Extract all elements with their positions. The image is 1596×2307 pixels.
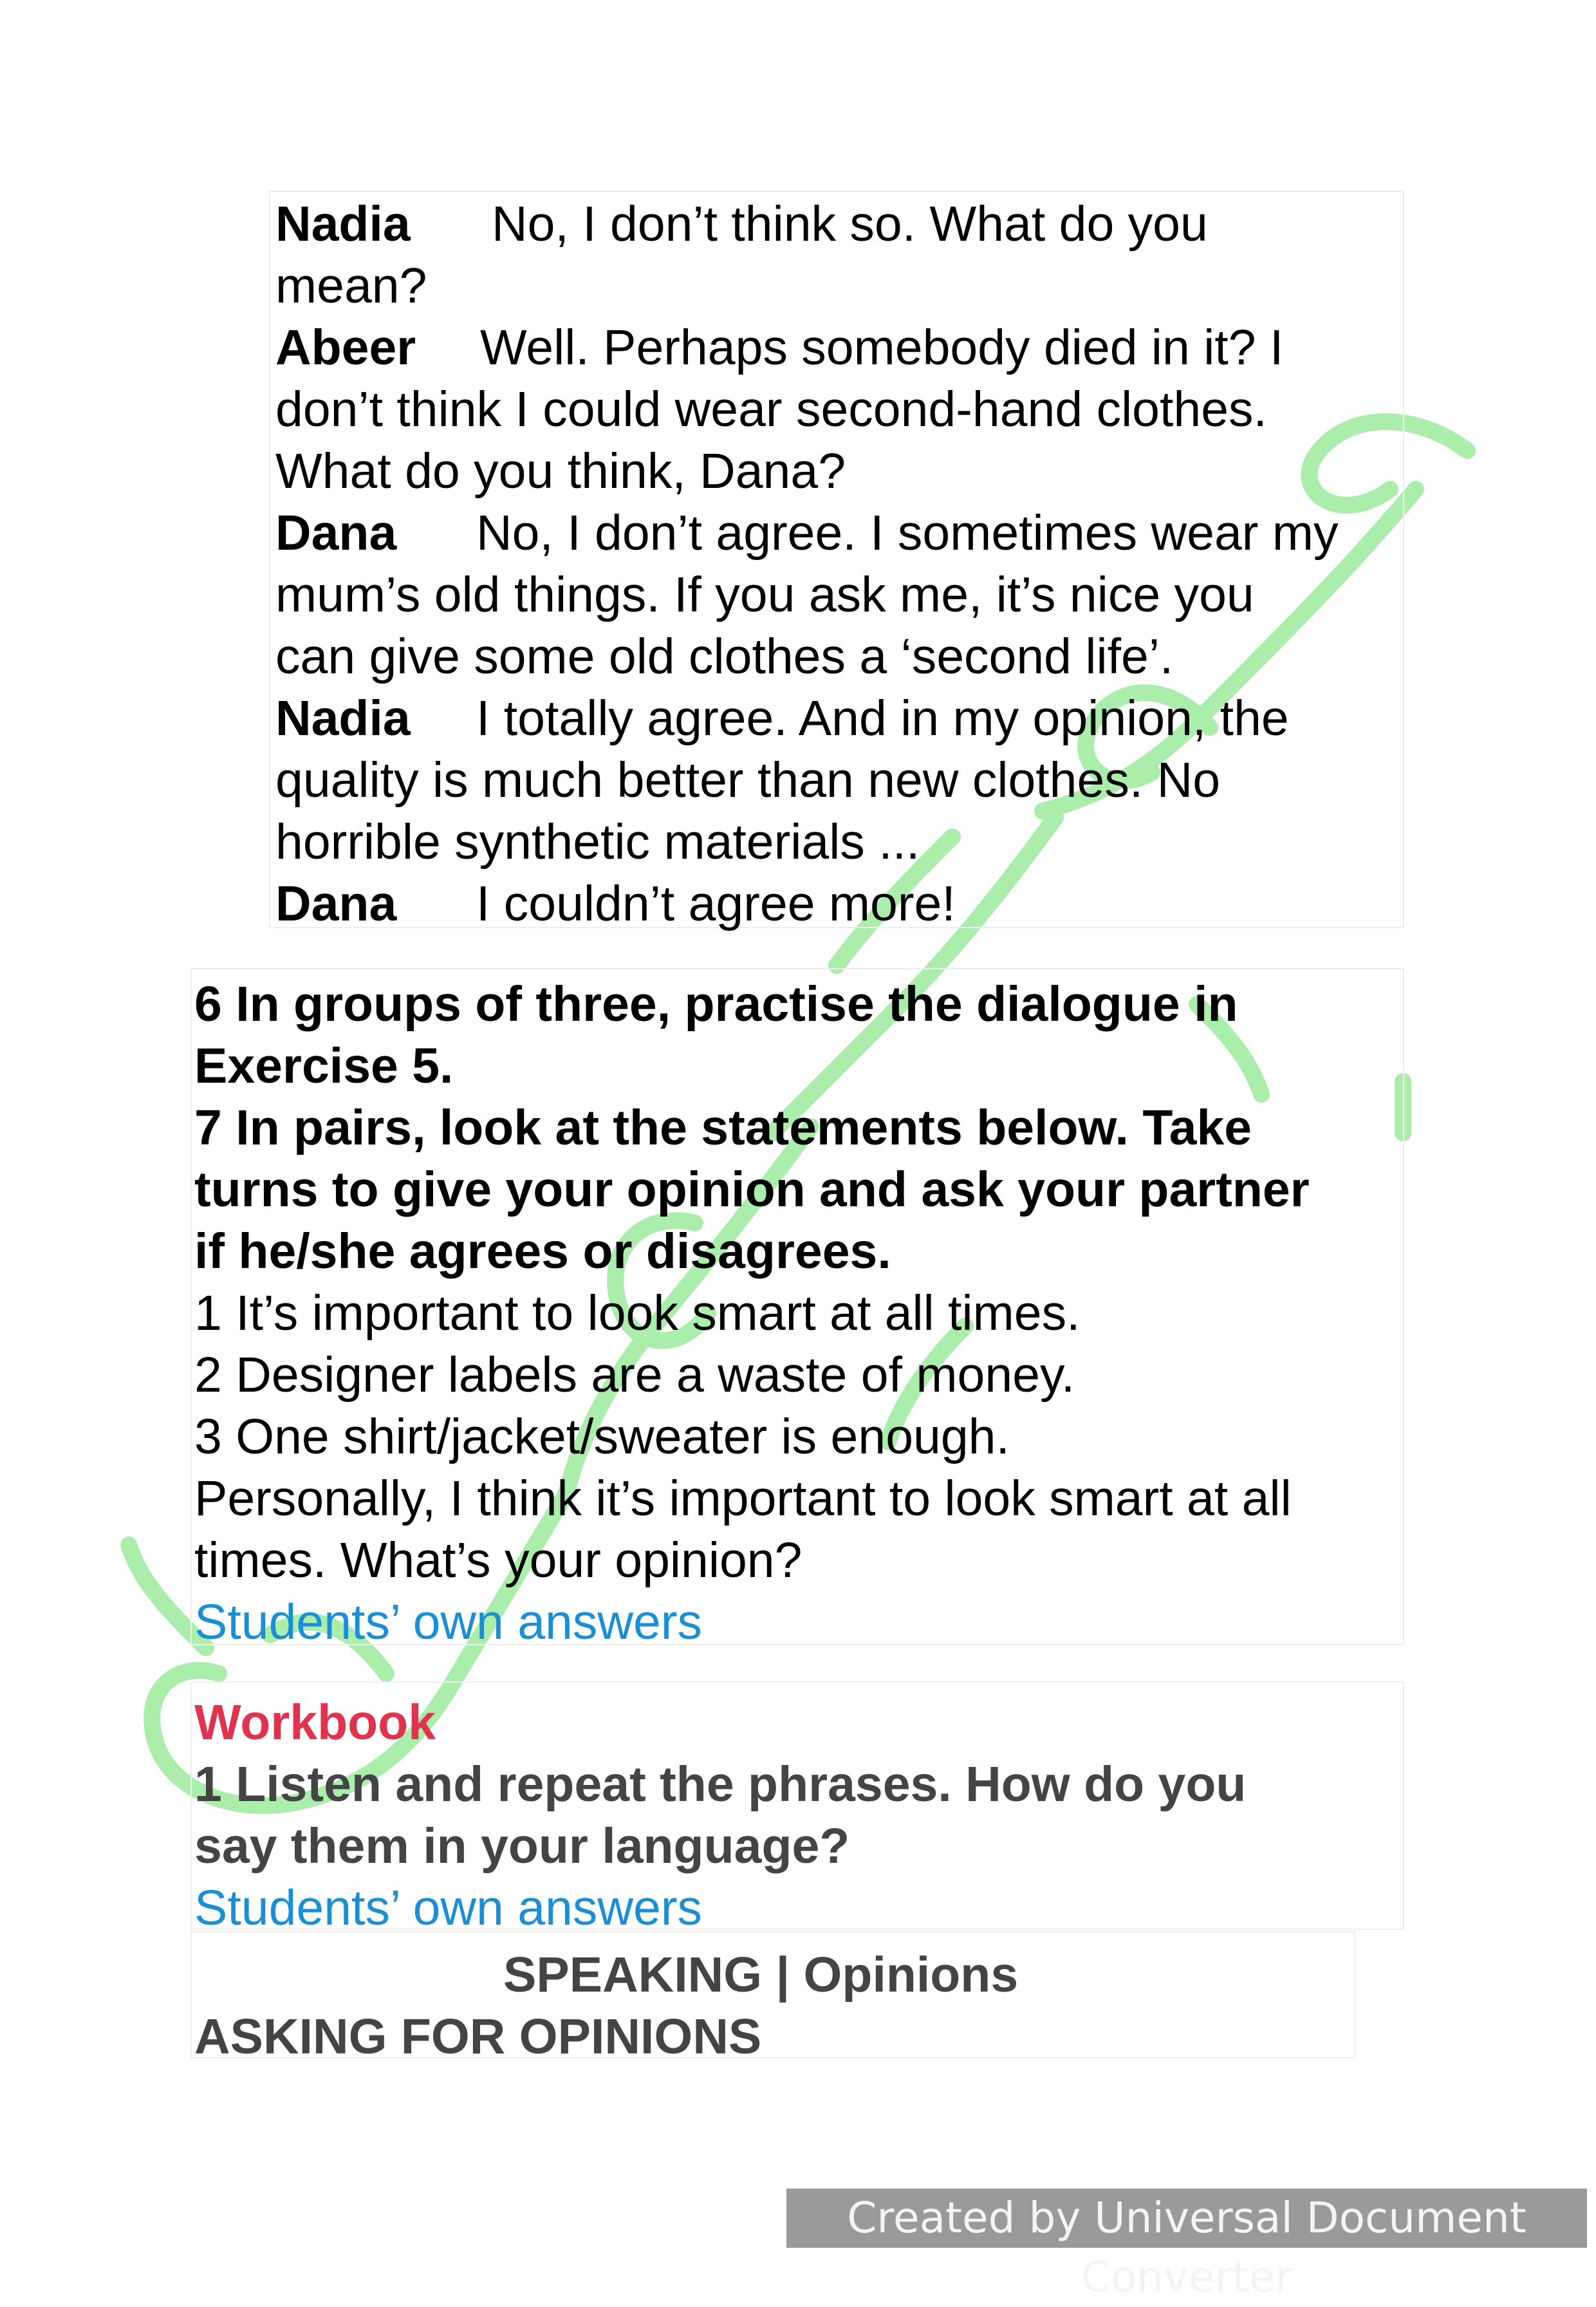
- exercise-7-line: if he/she agrees or disagrees.: [194, 1224, 891, 1279]
- dialogue-text: I totally agree. And in my opinion, the: [476, 691, 1289, 746]
- dialogue-line: can give some old clothes a ‘second life’.: [275, 629, 1174, 684]
- dialogue-line: [275, 317, 1338, 378]
- workbook-task-line: say them in your language?: [194, 1818, 850, 1874]
- dialogue-text: No, I don’t agree. I sometimes wear my: [476, 505, 1339, 561]
- statement-item: 2 Designer labels are a waste of money.: [194, 1347, 1075, 1403]
- speaking-heading: SPEAKING | Opinions: [503, 1947, 1019, 2003]
- speaking-subheading: ASKING FOR OPINIONS: [194, 2009, 762, 2064]
- exercise-6-line: Exercise 5.: [194, 1038, 454, 1094]
- example-line: times. What’s your opinion?: [194, 1533, 803, 1588]
- dialogue-line: [275, 193, 1338, 255]
- converter-footer: Created by Universal Document Converter: [786, 2189, 1587, 2248]
- dialogue-line: quality is much better than new clothes. No: [275, 752, 1221, 808]
- speaker-name: Dana: [275, 876, 397, 931]
- dialogue-line: mean?: [275, 258, 427, 313]
- exercise-7-line: 7 In pairs, look at the statements below. Take: [194, 1100, 1252, 1155]
- speaker-name: Dana: [275, 505, 397, 561]
- dialogue-line: [275, 502, 1338, 564]
- dialogue-text: No, I don’t think so. What do you: [492, 196, 1208, 252]
- dialogue-text: I couldn’t agree more!: [476, 876, 956, 931]
- dialogue-text: Well. Perhaps somebody died in it? I: [480, 320, 1284, 375]
- dialogue: [275, 193, 1338, 935]
- workbook-task-line: 1 Listen and repeat the phrases. How do you: [194, 1757, 1247, 1812]
- dialogue-line: don’t think I could wear second-hand clothes.: [275, 382, 1267, 437]
- example-line: Personally, I think it’s important to look smart at all: [194, 1471, 1292, 1526]
- dialogue-line: mum’s old things. If you ask me, it’s nice you: [275, 567, 1254, 622]
- statement-item: 1 It’s important to look smart at all times.: [194, 1285, 1081, 1341]
- speaker-name: Nadia: [275, 691, 411, 746]
- workbook-title: Workbook: [194, 1695, 436, 1750]
- dialogue-line: [275, 873, 1338, 935]
- statement-item: 3 One shirt/jacket/sweater is enough.: [194, 1409, 1010, 1464]
- answer-text: Students’ own answers: [194, 1594, 702, 1650]
- dialogue-line: horrible synthetic materials ...: [275, 814, 920, 870]
- exercises: [194, 973, 1310, 1653]
- workbook-answer: Students’ own answers: [194, 1880, 702, 1936]
- dialogue-line: [275, 687, 1338, 749]
- exercise-6-line: 6 In groups of three, practise the dialogue in: [194, 976, 1238, 1032]
- workbook-section: [194, 1692, 1246, 1939]
- speaking-section: [194, 1944, 1018, 2068]
- exercise-7-line: turns to give your opinion and ask your partner: [194, 1162, 1310, 1217]
- dialogue-line: What do you think, Dana?: [275, 444, 846, 499]
- speaker-name: Nadia: [275, 196, 411, 252]
- speaker-name: Abeer: [275, 320, 416, 375]
